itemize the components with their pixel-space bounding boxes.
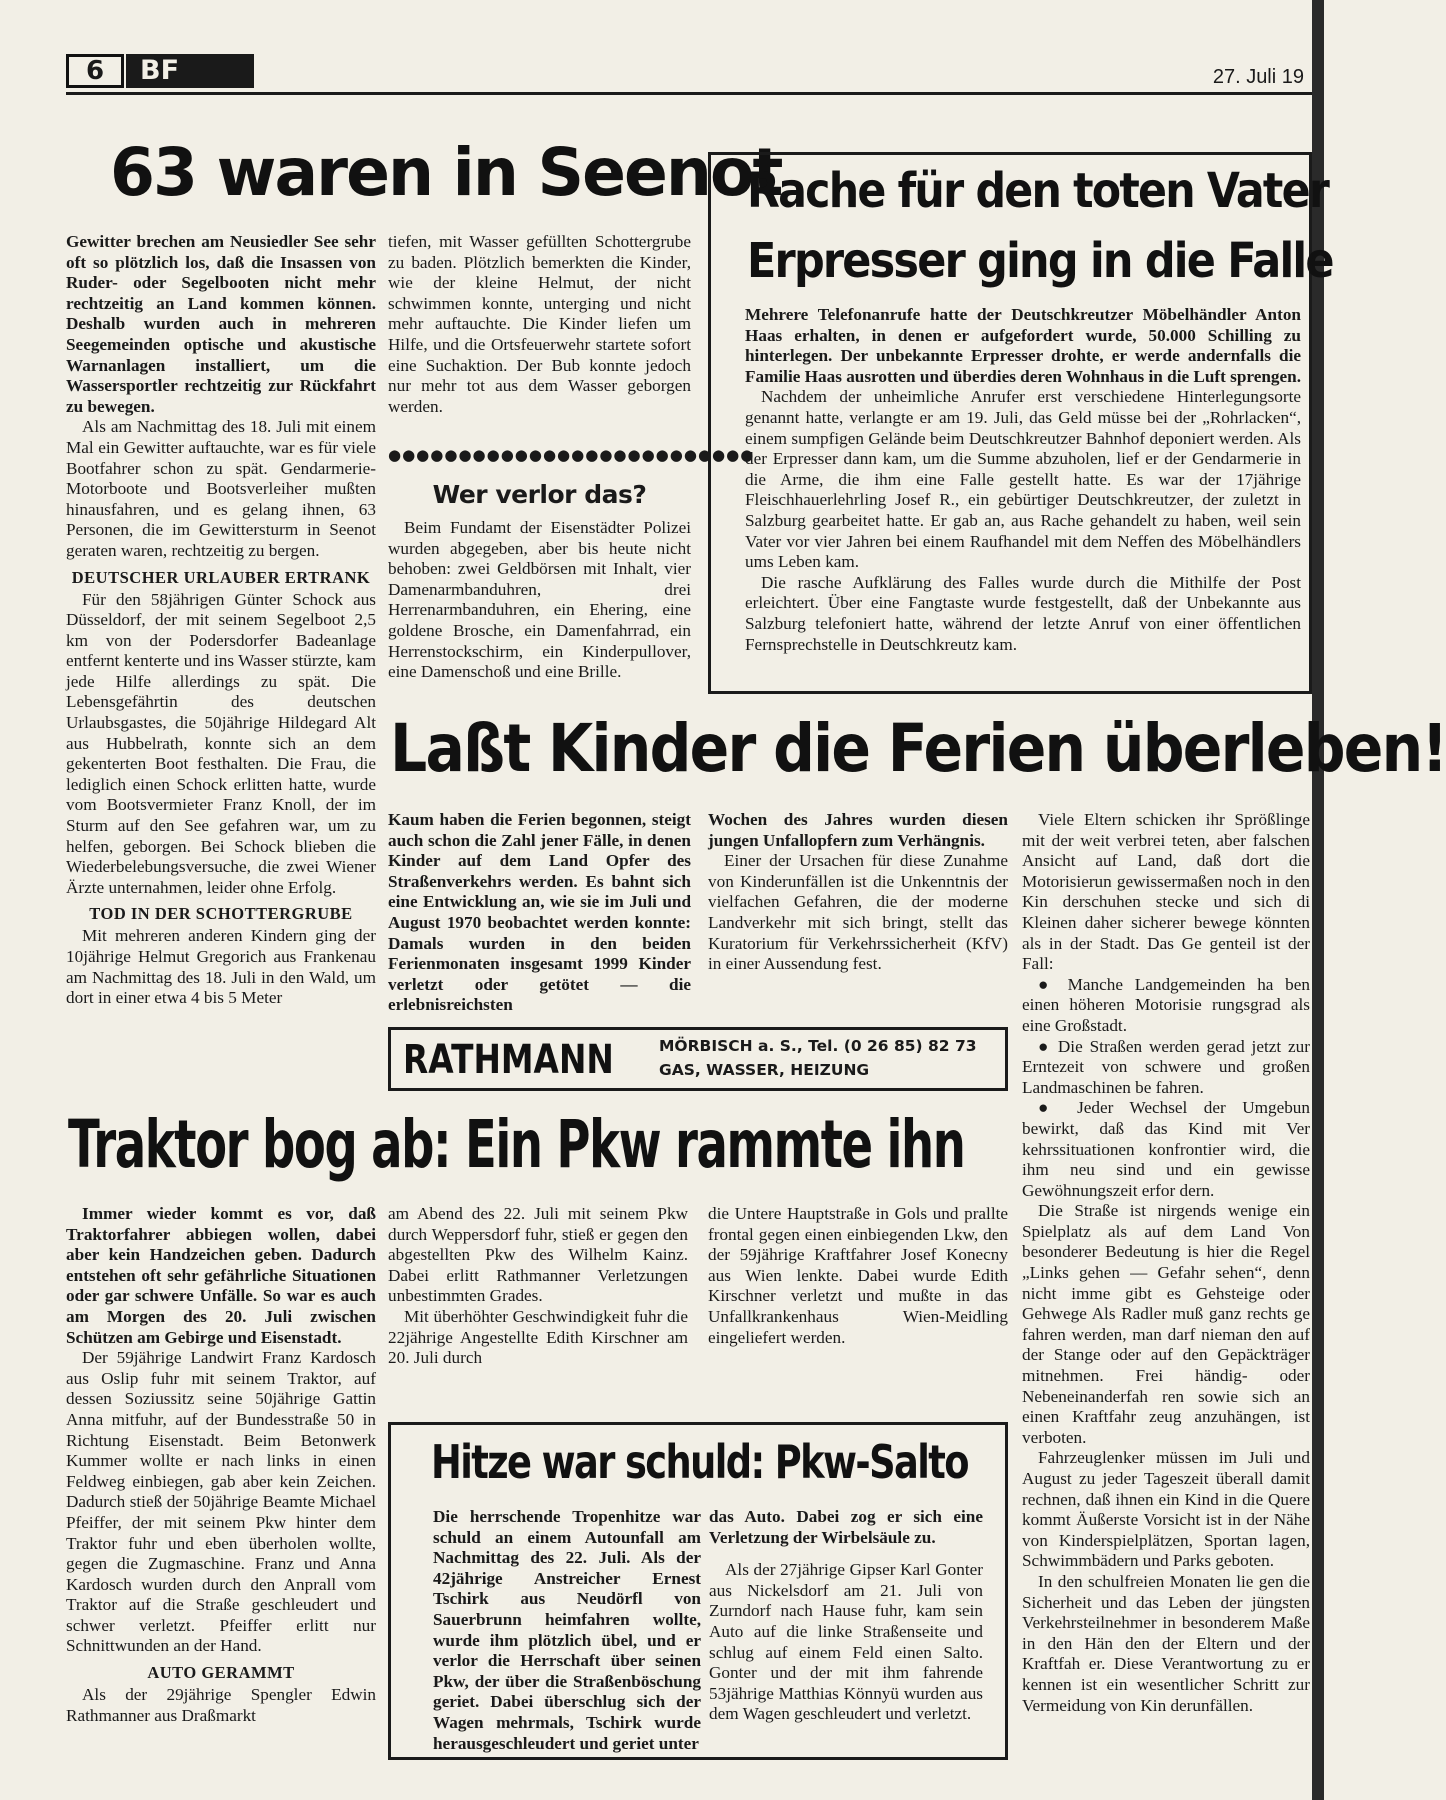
subheading: DEUTSCHER URLAUBER ERTRANK bbox=[71, 567, 371, 587]
bullet-item: ● Die Straßen werden gerad jetzt zur Erntezeit von schwere und großen Landmaschinen be fahren. bbox=[1022, 1037, 1310, 1099]
article-column bbox=[388, 232, 691, 417]
masthead-logo-text: BF bbox=[140, 55, 180, 86]
article-paragraph: Für den 58jährigen Günter Schock aus Düsseldorf, der mit seinem Segelboot 2,5 km von der Podersdorfer Badeanlage entfernt kenterte und ins Wasser stürzte, kam jede Hilfe allerdings zu spät. Die Lebensgefährtin des deutschen Urlaubsgastes, die 50jährige Hildegard Alt aus Hubbelrath, konnte sich an dem gekenterten Boot festhalten. Die Frau, die lediglich einen Schock erlitten hatte, wurde vom Bootsvermieter Franz Knoll, der im Sturm auf den See gefahren war, um zu helfen, geborgen. Bei Schock blieben die Wiederbelebungsversuche, die zwei Wiener Ärzte unternahmen, leider ohne Erfolg. bbox=[66, 589, 376, 897]
article-lead: das Auto. Dabei zog er sich eine Verletzung der Wirbelsäule zu. bbox=[709, 1507, 983, 1547]
article-column bbox=[66, 232, 376, 1009]
article-paragraph: am Abend des 22. Juli mit seinem Pkw durch Weppersdorf fuhr, stieß er gegen den abgestellten Pkw des Wilhelm Kainz. Dabei erlitt Rathmanner Verletzungen unbestimmten Grades. bbox=[388, 1204, 688, 1306]
article-headline-ferien: Laßt Kinder die Ferien überleben! bbox=[390, 710, 1446, 787]
advertisement-rathmann bbox=[388, 1027, 1008, 1091]
article-paragraph: Die rasche Aufklärung des Falles wurde durch die Mithilfe der Post erleichtert. Über eine Fangtaste wurde festgestellt, daß der Unbekannte aus Salzburg telefoniert hatte, während der letzte Anruf von einer öffentlichen Fernsprechstelle in Deutschkreutz kam. bbox=[745, 572, 1301, 654]
article-column bbox=[388, 518, 691, 683]
article-paragraph: Einer der Ursachen für diese Zunahme von Kinderunfällen ist die Unkenntnis der vielfachen Gefahren, die der moderne Landverkehr mit sich bringt, stellt das Kuratorium für Verkehrssicherheit (KfV) in einer Aussendung fest. bbox=[708, 851, 1008, 974]
article-box-rache bbox=[708, 152, 1333, 694]
article-column bbox=[708, 810, 1008, 975]
article-paragraph: Mit überhöhter Geschwindigkeit fuhr die 22jährige Angestellte Edith Kirschner am 20. Juli durch bbox=[388, 1306, 688, 1368]
header-rule bbox=[66, 92, 1312, 95]
dot-divider: ●●●●●●●●●●●●●●●●●●●●●●●●●● bbox=[388, 446, 755, 464]
article-paragraph: Fahrzeuglenker müssen im Juli und August zu jeder Tageszeit überall damit rechnen, daß ihnen ein Kind in die Quere kommt Äußerste Vorsicht ist in der Nähe von Kinderspielplätzen, Sportan lagen, Schwimmbädern und Parks geboten. bbox=[1022, 1448, 1310, 1571]
ad-address: MÖRBISCH a. S., Tel. (0 26 85) 82 73 bbox=[659, 1037, 977, 1055]
subheading: TOD IN DER SCHOTTERGRUBE bbox=[89, 904, 353, 924]
article-lead: Wochen des Jahres wurden diesen jungen Unfallopfern zum Verhängnis. bbox=[708, 810, 1008, 850]
article-column bbox=[709, 1507, 983, 1725]
article-paragraph: Als der 27jährige Gipser Karl Gonter aus Nickelsdorf am 21. Juli von Zurndorf nach Hause fuhr, kam sein Auto auf die linke Straßenseite und schlug auf einem Feld einen Salto. Gonter und der mit ihm fahrende 53jährige Matthias Könnyü wurden aus dem Wagen geschleudert und verletzt. bbox=[709, 1560, 983, 1724]
article-headline-rache: Rache für den toten Vater bbox=[747, 163, 1329, 219]
article-column bbox=[66, 1204, 376, 1726]
article-headline-verlor: Wer verlor das? bbox=[432, 480, 647, 509]
bullet-item: ● Manche Landgemeinden ha ben einen höheren Motorisie rungsgrad als eine Großstadt. bbox=[1022, 975, 1310, 1037]
ad-brand: RATHMANN bbox=[403, 1037, 614, 1083]
article-lead: Mehrere Telefonanrufe hatte der Deutschkreutzer Möbelhändler Anton Haas erhalten, in denen er aufgefordert wurde, 50.000 Schilling zu hinterlegen. Der unbekannte Erpresser drohte, er werde andernfalls die Familie Haas ausrotten und überdies deren Wohnhaus in die Luft sprengen. bbox=[745, 305, 1301, 386]
article-column bbox=[388, 810, 691, 1016]
article-paragraph: Mit mehreren anderen Kindern ging der 10jährige Helmut Gregorich aus Frankenau am Nachmittag des 18. Juli in den Wald, um dort in einer etwa 4 bis 5 Meter bbox=[66, 926, 376, 1008]
article-lead: Immer wieder kommt es vor, daß Traktorfahrer abbiegen wollen, dabei aber kein Handzeichen geben. Dadurch entstehen oft sehr gefährliche Situationen oder gar schwere Unfälle. So war es auch am Morgen des 20. Juli zwischen Schützen am Gebirge und Eisenstadt. bbox=[66, 1204, 376, 1347]
masthead-logo bbox=[126, 54, 254, 88]
article-paragraph: Als der 29jährige Spengler Edwin Rathmanner aus Draßmarkt bbox=[66, 1685, 376, 1725]
article-paragraph: Als am Nachmittag des 18. Juli mit einem Mal ein Gewitter auftauchte, war es für viele Bootfahrer schon zu spät. Gendarmerie-Motorboote und Bootsverleiher mußten hinausfahren, und es gelang ihnen, 63 Personen, die im Gewittersturm in Seenot geraten waren, rechtzeitig zu bergen. bbox=[66, 417, 376, 560]
article-column bbox=[708, 1204, 1008, 1348]
article-column bbox=[388, 1204, 688, 1369]
article-paragraph: Viele Eltern schicken ihr Sprößlinge mit der weit verbrei teten, aber falschen Ansicht auf Land, daß dort die Motorisierun gewissermaßen noch in den Kin derschuhen stecke und sich di Kleinen daher sicherer bewege könnten als in der Stadt. Das Ge genteil ist der Fall: bbox=[1022, 810, 1310, 974]
article-paragraph: die Untere Hauptstraße in Gols und prallte frontal gegen einen einbiegenden Lkw, den der 59jährige Kraftfahrer Josef Konecny aus Wien lenkte. Dabei wurde Edith Kirschner verletzt und mußte in das Unfallkrankenhaus Wien-Meidling eingeliefert werden. bbox=[708, 1204, 1008, 1347]
article-lead: Kaum haben die Ferien begonnen, steigt auch schon die Zahl jener Fälle, in denen Kinder auf dem Land Opfer des Straßenverkehrs werden. Es bahnt sich eine Entwicklung an, wie sie im Juli und August 1970 beobachtet werden konnte: Damals wurden in den beiden Ferienmonaten insgesamt 1999 Kinder verletzt oder getötet — die erlebnisreichsten bbox=[388, 810, 691, 1015]
article-box-hitze bbox=[388, 1422, 1008, 1760]
article-paragraph: tiefen, mit Wasser gefüllten Schottergrube zu baden. Plötzlich bemerkten die Kinder, wie der kleine Helmut, der nicht schwimmen konnte, unterging und nicht mehr auftauchte. Die Kinder liefen um Hilfe, und die Ortsfeuerwehr startete sofort eine Suchaktion. Der Bub konnte jedoch nur mehr tot aus dem Wasser geborgen werden. bbox=[388, 232, 691, 416]
page-number-box bbox=[66, 54, 124, 88]
article-headline-seenot: 63 waren in Seenot bbox=[110, 134, 782, 211]
ad-services: GAS, WASSER, HEIZUNG bbox=[659, 1061, 870, 1079]
article-paragraph: Nachdem der unheimliche Anrufer erst verschiedene Hinterlegungsorte genannt hatte, verlangte er am 19. Juli, das Geld müsse bei der „Rohrlacken“, einem sumpfigen Gelände beim Deutschkreutzer Bahnhof deponiert werden. Als der Erpresser dann kam, um die Summe abzuholen, lief er der Gendarmerie in die Arme, die ihm eine Falle gestellt hatte. Es war der 17jährige Fleischhauerlehrling Josef R., ein gebürtiger Deutschkreutzer, der zuletzt in Salzburg gearbeitet hatte. Er gab an, aus Rache gehandelt zu haben, weil sein Vater vor vier Jahren bei einem Raufhandel mit dem Neffen des Möbelhändlers ums Leben kam. bbox=[745, 387, 1301, 572]
article-column bbox=[745, 305, 1301, 655]
article-column bbox=[433, 1507, 701, 1754]
subheading: AUTO GERAMMT bbox=[147, 1663, 295, 1683]
article-paragraph: In den schulfreien Monaten lie gen die Sicherheit und das Leben der jüngsten Verkehrsteilnehmer in besonderem Maße in den Hän den der Eltern und der Kraftfah er. Diese Verantwortung zu er kennen ist ein wesentlicher Schritt zur Vermeidung von Kin derunfällen. bbox=[1022, 1571, 1310, 1715]
article-paragraph: Beim Fundamt der Eisenstädter Polizei wurden abgegeben, aber bis heute nicht behoben: zwei Geldbörsen mit Inhalt, vier Damenarmbanduhren, drei Herrenarmbanduhren, ein Ehering, eine goldene Brosche, ein Damenfahrrad, ein Herrenstockschirm, ein Kinderpullover, eine Damenschoß und eine Brille. bbox=[388, 518, 691, 682]
page-header bbox=[66, 50, 1312, 96]
article-paragraph: Der 59jährige Landwirt Franz Kardosch aus Oslip fuhr mit seinem Traktor, auf dessen Soziussitz seine 50jährige Gattin Anna mitfuhr, auf der Bundesstraße 50 in Richtung Eisenstadt. Beim Betonwerk Kummer wollte er nach links in einen Feldweg einbiegen, gab aber kein Zeichen. Dadurch stieß der 50jährige Beamte Michael Pfeiffer, der mit seinem Pkw hinter dem Traktor fuhr und eben überholen wollte, gegen die Zugmaschine. Franz und Anna Kardosch wurden durch den Anprall vom Traktor auf die Straße geschleudert und schwer verletzt. Pfeiffer erlitt nur Schnittwunden an der Hand. bbox=[66, 1348, 376, 1656]
article-column bbox=[1022, 810, 1310, 1716]
page-number: 6 bbox=[85, 56, 105, 86]
article-lead: Gewitter brechen am Neusiedler See sehr oft so plötzlich los, daß die Insassen von Ruder- oder Segelbooten nicht mehr rechtzeitig an Land kommen können. Deshalb wurden auch in mehreren Seegemeinden optische und akustische Warnanlagen installiert, um die Wassersportler rechtzeitig zur Rückfahrt zu bewegen. bbox=[66, 232, 376, 416]
article-headline-erpresser: Erpresser ging in die Falle bbox=[747, 233, 1333, 289]
article-headline-traktor: Traktor bog ab: Ein Pkw rammte ihn bbox=[68, 1106, 965, 1183]
article-paragraph: Die Straße ist nirgends wenige ein Spielplatz als auf dem Land Von besonderer Bedeutung is hier die Regel „Links gehen — Gefahr sehen“, denn nicht imme gibt es Gehsteige oder Gehwege Als Radler muß ganz rechts ge fahren werden, man darf nieman den auf der Stange oder auf den Gepäckträger mitnehmen. Frei händig- oder Nebeneinanderfah ren sowie sich an einen Kraftfahr zeug anzuhängen, ist verboten. bbox=[1022, 1201, 1310, 1447]
bullet-item: ● Jeder Wechsel der Umgebun bewirkt, daß das Kind mit Ver kehrssituationen konfrontier wird, die ihm neu sind und ein gewisse Gewöhnungszeit erfor dern. bbox=[1022, 1098, 1310, 1201]
issue-date: 27. Juli 19 bbox=[1212, 66, 1304, 88]
article-headline-hitze: Hitze war schuld: Pkw-Salto bbox=[431, 1435, 968, 1489]
article-lead: Die herrschende Tropenhitze war schuld an einem Autounfall am Nachmittag des 22. Juli. Als der 42jährige Anstreicher Ernest Tschirk aus Neudörfl von Sauerbrunn heimfahren wollte, wurde ihm plötzlich übel, und er verlor die Herrschaft über seinen Pkw, der über die Straßenböschung geriet. Dabei überschlug sich der Wagen mehrmals, Tschirk wurde herausgeschleudert und geriet unter bbox=[433, 1507, 701, 1753]
